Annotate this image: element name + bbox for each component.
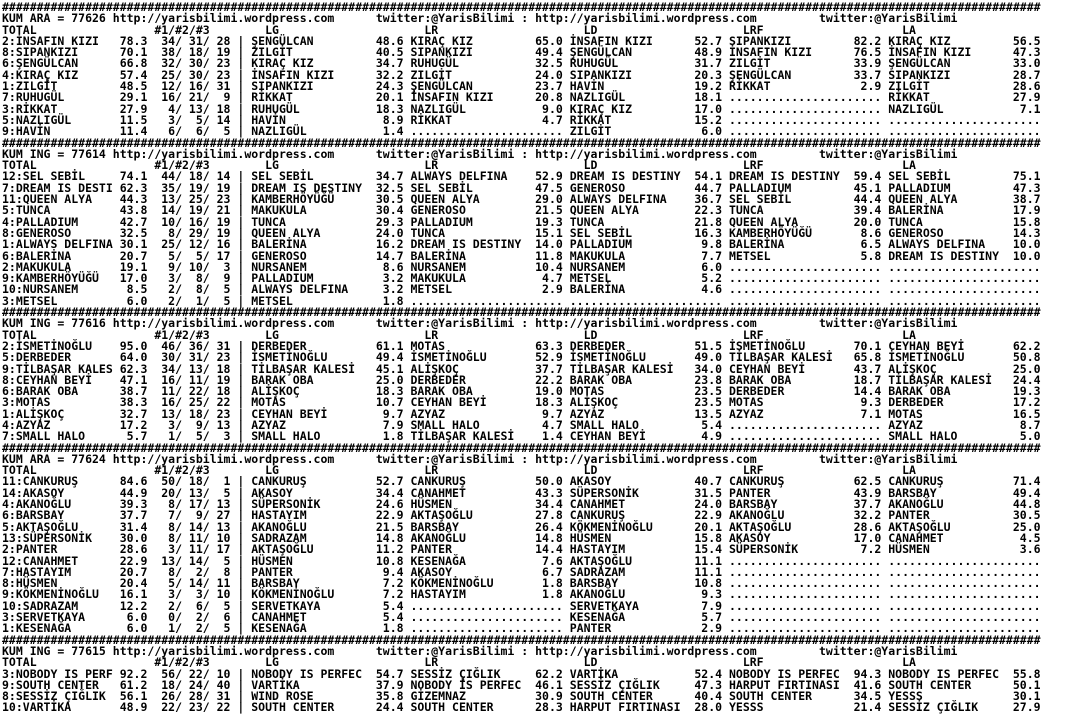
separator-line: ###################################################################################################################################################### xyxy=(2,0,1041,14)
column-header-line: TOTAL #1/#2/#3 LG LR LD LRF LA xyxy=(2,463,1041,478)
race-header-line: KUM ING = 77614 http://yarisbilimi.wordpress.com twitter:@YarisBilimi : http://yarisbilimi.wordpress.com twitter:@YarisBilimi xyxy=(2,146,958,161)
horse-row-line: 2:MAKUKULA 19.1 9/ 10/ 3 | NURSANEM 8.6 NURSANEM 10.4 NURSANEM 6.0 ...................... ...................... xyxy=(2,259,1041,274)
horse-row-line: 6:BARSBAY 37.7 7/ 9/ 27 | HASTAYIM 22.9 AKTAŞOĞLU 27.8 CANKURUŞ 22.9 AKANOĞLU 32.2 PANTER 30.5 xyxy=(2,508,1041,523)
horse-row-line: 6:ŞENGÜLCAN 66.8 32/ 30/ 23 | KIRAÇ KIZ 34.7 RUHUGÜL 32.5 RUHUGÜL 31.7 ZILGİT 33.9 ŞENGÜLCAN 33.0 xyxy=(2,56,1041,71)
column-header-line: TOTAL #1/#2/#3 LG LR LD LRF LA xyxy=(2,655,1041,670)
horse-row-line: 3:SERVETKAYA 6.0 0/ 2/ 6 | CANAHMET 5.4 ...................... KESENAĞA 5.7 ...................... ...................... xyxy=(2,610,1041,625)
horse-row-line: 7:HASTAYIM 20.7 8/ 2/ 8 | PANTER 9.4 AKASOY 6.7 SADRAZAM 11.1 ...................... ...................... xyxy=(2,564,1041,579)
race-header-line: KUM ING = 77616 http://yarisbilimi.wordpress.com twitter:@YarisBilimi : http://yarisbilimi.wordpress.com twitter:@YarisBilimi xyxy=(2,316,958,331)
horse-row-line: 14:AKASOY 44.9 20/ 13/ 5 | AKASOY 34.4 CANAHMET 43.3 SÜPERSONİK 31.5 PANTER 43.9 BARSBAY 49.4 xyxy=(2,485,1041,500)
horse-row-line: 6:BARAK OBA 38.7 11/ 22/ 18 | ALİŞKOÇ 18.3 BARAK OBA 19.0 MOTAS 23.5 DERBEDER 14.4 BARAK OBA 19.3 xyxy=(2,384,1041,399)
race-header-line: KUM ARA = 77626 http://yarisbilimi.wordpress.com twitter:@YarisBilimi : http://yarisbilimi.wordpress.com twitter:@YarisBilimi xyxy=(2,11,958,26)
column-header-line: TOTAL #1/#2/#3 LG LR LD LRF LA xyxy=(2,158,1041,173)
separator-line: ###################################################################################################################################################### xyxy=(2,305,1041,320)
horse-row-line: 8:CEYHAN BEYİ 47.1 16/ 11/ 19 | BARAK OBA 25.0 DERBEDER 22.2 BARAK OBA 23.8 BARAK OBA 18.7 TİLBAŞAR KALESİ 24.4 xyxy=(2,372,1041,387)
horse-row-line: 7:SMALL HALO 5.7 1/ 5/ 3 | SMALL HALO 1.8 TİLBAŞAR KALESİ 1.4 CEYHAN BEYİ 4.9 ...................... SMALL HALO 5.0 xyxy=(2,429,1041,444)
horse-row-line: 4:PALLADIUM 42.7 10/ 16/ 19 | TUNCA 29.3 PALLADIUM 19.3 TUNCA 21.8 QUEEN ALYA 20.0 TUNCA 15.8 xyxy=(2,214,1041,229)
horse-row-line: 7:RUHUGÜL 29.1 16/ 21/ 9 | RİKKAT 20.1 İNSAFIN KIZI 20.8 NAZLIGÜL 18.1 ...................... RİKKAT 27.9 xyxy=(2,90,1041,105)
horse-row-line: 8:SESSİZ ÇIĞLIK 56.1 26/ 28/ 31 | WIND ROSE 35.8 GİZEMNAZ 30.9 SOUTH CENTER 40.4 SOUTH CENTER 34.5 YESSS 30.1 xyxy=(2,689,1041,704)
horse-row-line: 1:ALWAYS DELFINA 30.1 25/ 12/ 16 | BALERİNA 16.2 DREAM IS DESTINY 14.0 PALLADIUM 9.8 BALERİNA 6.5 ALWAYS DELFINA 10.0 xyxy=(2,237,1041,252)
column-header-line: TOTAL #1/#2/#3 LG LR LD LRF LA xyxy=(2,327,1041,342)
horse-row-line: 3:RİKKAT 27.9 4/ 13/ 18 | RUHUGÜL 18.3 NAZLIGÜL 9.0 KIRAÇ KIZ 17.0 ...................... NAZLIGÜL 7.1 xyxy=(2,101,1041,116)
horse-row-line: 4:AZYAZ 17.2 3/ 9/ 13 | AZYAZ 7.9 SMALL HALO 4.7 SMALL HALO 5.4 ...................... AZYAZ 8.7 xyxy=(2,417,1041,432)
horse-row-line: 3:MOTAS 38.3 16/ 25/ 22 | MOTAS 10.7 CEYHAN BEYİ 18.3 ALİŞKOÇ 23.5 MOTAS 9.3 DERBEDER 17.2 xyxy=(2,395,1041,410)
horse-row-line: 8:HÜSMEN 20.4 5/ 14/ 11 | BARSBAY 7.2 KÖKMENİNOĞLU 1.8 BARSBAY 10.8 ...................... ...................... xyxy=(2,576,1041,591)
column-header-line: TOTAL #1/#2/#3 LG LR LD LRF LA xyxy=(2,22,1041,37)
horse-row-line: 2:İNSAFIN KIZI 78.3 34/ 31/ 28 | ŞENGÜLCAN 48.6 KIRAÇ KIZ 65.0 İNSAFIN KIZI 52.7 SIPANKIZI 82.2 KIRAÇ KIZ 56.5 xyxy=(2,33,1041,48)
horse-row-line: 11:CANKURUŞ 84.6 50/ 18/ 1 | CANKURUŞ 52.7 CANKURUŞ 50.0 AKASOY 40.7 CANKURUŞ 62.5 CANKURUŞ 71.4 xyxy=(2,474,1041,489)
horse-row-line: 9:SOUTH CENTER 61.2 18/ 24/ 40 | VARTİKA 37.9 NOBODY İS PERFEC 46.1 SESSİZ ÇIĞLIK 47.3 HARPUT FIRTINASI 41.6 SOUTH CENTER 50.1 xyxy=(2,677,1041,692)
horse-row-line: 9:HAVİN 11.4 6/ 6/ 5 | NAZLIGÜL 1.4 ...................... ZILGİT 6.0 ...................... ...................... xyxy=(2,124,1041,139)
horse-row-line: 10:NURSANEM 8.5 2/ 8/ 5 | ALWAYS DELFINA 3.2 METSEL 2.9 BALERİNA 4.6 ...................... ...................... xyxy=(2,282,1041,297)
horse-row-line: 7:DREAM IS DESTI 62.3 35/ 19/ 19 | DREAM IS DESTINY 32.5 SEL SEBİL 47.5 GENEROSO 44.7 PALLADIUM 45.1 PALLADIUM 47.3 xyxy=(2,180,1041,195)
horse-row-line: 12:SEL SEBİL 74.1 44/ 18/ 14 | SEL SEBİL 34.7 ALWAYS DELFINA 52.9 DREAM IS DESTINY 54.1 DREAM IS DESTINY 59.4 SEL SEBİL 75.1 xyxy=(2,169,1041,184)
horse-row-line: 11:QUEEN ALYA 44.3 13/ 25/ 23 | KAMBERHÖYÜĞÜ 30.5 QUEEN ALYA 29.0 ALWAYS DELFINA 36.7 SEL SEBİL 44.4 QUEEN ALYA 38.7 xyxy=(2,192,1041,207)
horse-row-line: 13:SÜPERSONİK 30.0 8/ 11/ 10 | SADRAZAM 14.8 AKANOĞLU 14.8 HÜSMEN 15.8 AKASOY 17.0 CANAHMET 4.5 xyxy=(2,530,1041,545)
race-header-line: KUM ING = 77615 http://yarisbilimi.wordpress.com twitter:@YarisBilimi : http://yarisbilimi.wordpress.com twitter:@YarisBilimi xyxy=(2,643,958,658)
horse-row-line: 3:NOBODY IS PERF 92.2 56/ 22/ 10 | NOBODY IS PERFEC 54.7 SESSİZ ÇIĞLIK 62.2 VARTİKA 52.4 NOBODY IS PERFEC 94.3 NOBODY IS PERFEC 55.8 xyxy=(2,666,1041,681)
separator-line: ###################################################################################################################################################### xyxy=(2,440,1041,455)
horse-row-line: 9:KAMBERHÖYÜĞÜ 17.0 3/ 8/ 9 | PALLADIUM 3.2 MAKUKULA 4.7 METSEL 5.2 ...................... ...................... xyxy=(2,271,1041,286)
horse-row-line: 4:KIRAÇ KIZ 57.4 25/ 30/ 23 | İNSAFIN KIZI 32.2 ZILGİT 24.0 SIPANKIZI 20.3 ŞENGÜLCAN 33.7 SIPANKIZI 28.7 xyxy=(2,67,1041,82)
horse-row-line: 1:ALİŞKOÇ 32.7 13/ 18/ 23 | CEYHAN BEYİ 9.7 AZYAZ 9.7 AZYAZ 13.5 AZYAZ 7.1 MOTAS 16.5 xyxy=(2,406,1041,421)
separator-line: ###################################################################################################################################################### xyxy=(2,632,1041,647)
race-header-line: KUM ARA = 77624 http://yarisbilimi.wordpress.com twitter:@YarisBilimi : http://yarisbilimi.wordpress.com twitter:@YarisBilimi xyxy=(2,451,958,466)
horse-row-line: 10:VARTİKA 48.9 22/ 23/ 22 | SOUTH CENTER 24.4 SOUTH CENTER 28.3 HARPUT FIRTINASI 28.0 YESSS 21.4 SESSİZ ÇIĞLIK 27.9 xyxy=(2,700,1041,714)
horse-row-line: 1:ZILGİT 48.5 12/ 16/ 31 | SIPANKIZI 24.3 ŞENGÜLCAN 23.7 HAVİN 19.2 RİKKAT 2.9 ZILGİT 28.6 xyxy=(2,79,1041,94)
horse-row-line: 8:SIPANKIZI 70.1 38/ 18/ 19 | ZILGİT 40.5 SIPANKIZI 49.4 ŞENGÜLCAN 48.9 İNSAFIN KIZI 76.5 İNSAFIN KIZI 47.3 xyxy=(2,45,1041,60)
horse-row-line: 5:AKTAŞOĞLU 31.4 8/ 14/ 13 | AKANOĞLU 21.5 BARSBAY 26.4 KÖKMENİNOĞLU 20.1 AKTAŞOĞLU 28.6 AKTAŞOĞLU 25.0 xyxy=(2,519,1041,534)
horse-row-line: 3:METSEL 6.0 2/ 1/ 5 | METSEL 1.8 ...................... ...................... ...................... ...................... xyxy=(2,293,1041,308)
horse-row-line: 5:DERBEDER 64.0 30/ 31/ 23 | İSMETİNOĞLU 49.4 İSMETİNOĞLU 52.9 İSMETİNOĞLU 49.0 TİLBAŞAR KALESİ 65.8 İSMETİNOĞLU 50.8 xyxy=(2,350,1041,365)
horse-row-line: 10:SADRAZAM 12.2 2/ 6/ 5 | SERVETKAYA 5.4 ...................... SERVETKAYA 7.9 ...................... ...................... xyxy=(2,598,1041,613)
separator-line: ###################################################################################################################################################### xyxy=(2,135,1041,150)
horse-row-line: 9:TİLBAŞAR KALES 62.3 34/ 13/ 18 | TİLBAŞAR KALESİ 45.1 ALİŞKOÇ 37.7 TİLBAŞAR KALESİ 34.0 CEYHAN BEYİ 43.7 ALİŞKOÇ 25.0 xyxy=(2,361,1041,376)
horse-row-line: 2:İSMETİNOĞLU 95.0 46/ 36/ 31 | DERBEDER 61.1 MOTAS 63.3 DERBEDER 51.5 İSMETİNOĞLU 70.1 CEYHAN BEYİ 62.2 xyxy=(2,338,1041,353)
horse-row-line: 1:KESENAĞA 6.0 1/ 2/ 5 | KESENAĞA 1.8 ...................... PANTER 2.9 ...................... ...................... xyxy=(2,621,1041,636)
horse-row-line: 2:PANTER 28.6 3/ 11/ 17 | AKTAŞOĞLU 11.2 PANTER 14.4 HASTAYIM 15.4 SÜPERSONİK 7.2 HÜSMEN 3.6 xyxy=(2,542,1041,557)
horse-row-line: 6:BALERİNA 20.7 5/ 5/ 17 | GENEROSO 14.7 BALERİNA 11.8 MAKUKULA 7.7 METSEL 5.8 DREAM IS DESTINY 10.0 xyxy=(2,248,1041,263)
horse-row-line: 5:TUNCA 43.8 14/ 19/ 21 | MAKUKULA 30.4 GENEROSO 21.5 QUEEN ALYA 22.3 TUNCA 39.4 BALERİNA 17.9 xyxy=(2,203,1041,218)
horse-row-line: 5:NAZLIGÜL 11.5 3/ 5/ 14 | HAVİN 8.9 RİKKAT 4.7 RİKKAT 15.2 ...................... ...................... xyxy=(2,112,1041,127)
horse-row-line: 4:AKANOĞLU 39.3 8/ 17/ 13 | SÜPERSONİK 24.6 HÜSMEN 34.4 CANAHMET 24.0 BARSBAY 37.7 AKANOĞLU 44.8 xyxy=(2,497,1041,512)
horse-row-line: 8:GENEROSO 32.5 8/ 29/ 19 | QUEEN ALYA 24.0 TUNCA 15.1 SEL SEBİL 16.3 KAMBERHÖYÜĞÜ 8.6 GENEROSO 14.3 xyxy=(2,225,1041,240)
horse-row-line: 12:CANAHMET 22.9 13/ 14/ 5 | HÜSMEN 10.8 KESENAĞA 7.6 AKTAŞOĞLU 11.1 ...................... ...................... xyxy=(2,553,1041,568)
horse-row-line: 9:KÖKMENİNOĞLU 16.1 3/ 3/ 10 | KÖKMENİNOĞLU 7.2 HASTAYIM 1.8 AKANOĞLU 9.3 ...................... ...................... xyxy=(2,587,1041,602)
